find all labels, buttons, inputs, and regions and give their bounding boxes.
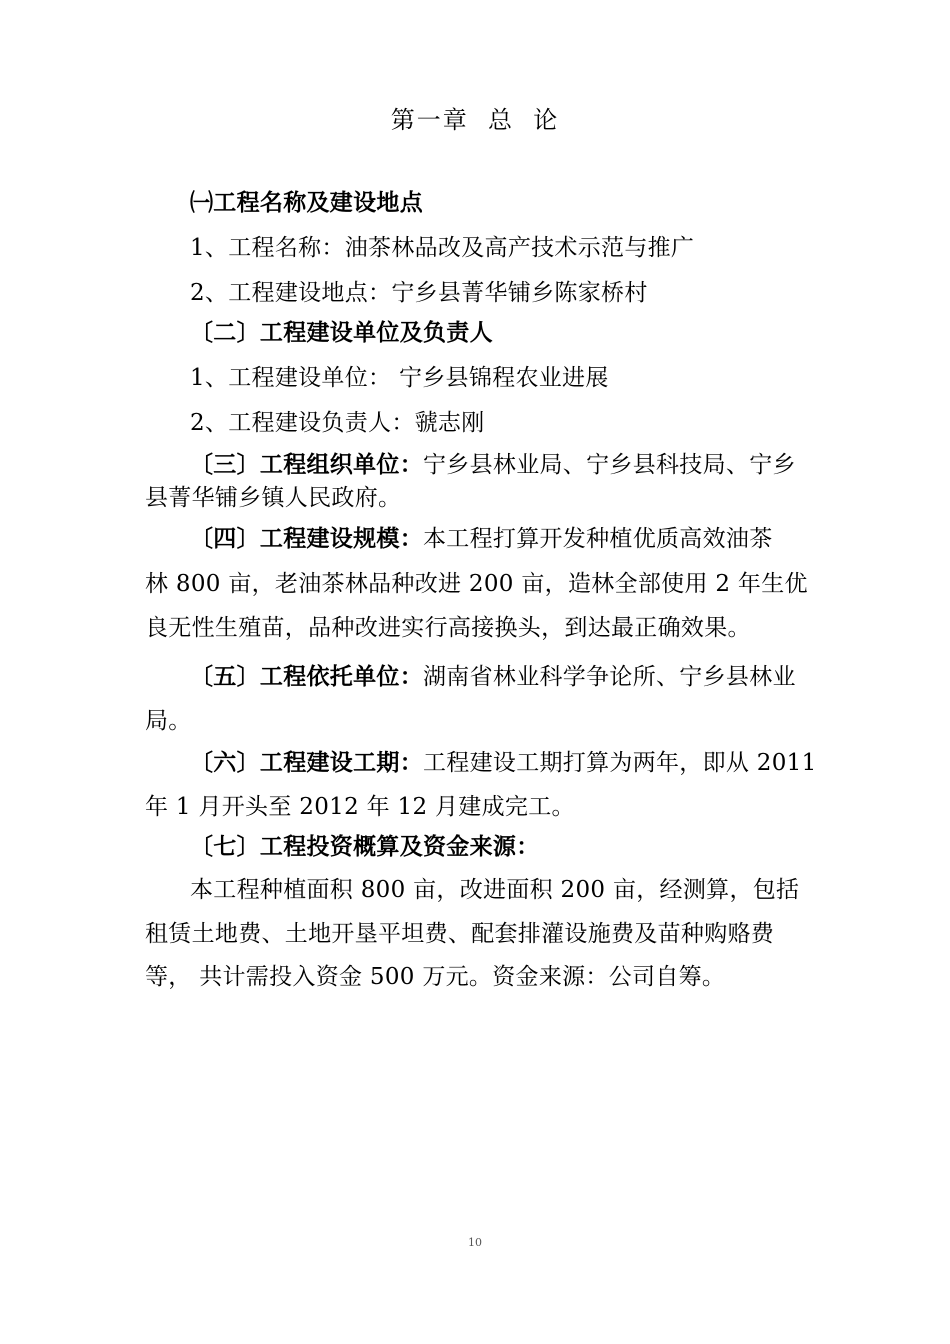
section-6-text-2: 年 1 月开头至 2012 年 12 月建成完工。 — [145, 794, 575, 820]
section-7-heading: 〔七〕工程投资概算及资金来源： — [190, 834, 540, 860]
section-6-line-1 — [190, 748, 820, 778]
section-1-item-1: 1、工程名称：油茶林品改及高产技术示范与推广 — [190, 235, 695, 261]
section-5-heading: 〔五〕工程依托单位： — [190, 664, 423, 690]
section-4-heading: 〔四〕工程建设规模： — [190, 526, 423, 552]
chapter-title: 第一章 总 论 — [390, 106, 560, 134]
section-7-text-1: 本工程种植面积 800 亩，改进面积 200 亩，经测算，包括 — [190, 877, 800, 903]
section-6-text-1: 工程建设工期打算为两年，即从 2011 — [423, 750, 817, 776]
section-4-text-1: 本工程打算开发种植优质高效油茶 — [423, 526, 773, 552]
section-2-heading: 〔二〕工程建设单位及负责人 — [190, 320, 493, 346]
section-3-line-1 — [190, 450, 820, 480]
section-4-text-2: 林 800 亩，老油茶林品种改进 200 亩，造林全部使用 2 年生优 — [145, 571, 808, 597]
section-6-heading: 〔六〕工程建设工期： — [190, 750, 423, 776]
section-1-item-2: 2、工程建设地点：宁乡县菁华铺乡陈家桥村 — [190, 280, 648, 306]
section-2-item-1: 1、工程建设单位： 宁乡县锦程农业进展 — [190, 365, 609, 391]
section-7-text-3: 等， 共计需投入资金 500 万元。资金来源：公司自筹。 — [145, 964, 726, 990]
section-4-text-3: 良无性生殖苗，品种改进实行高接换头，到达最正确效果。 — [145, 615, 751, 641]
page-number: 10 — [468, 1236, 482, 1249]
section-3-text-2: 县菁华铺乡镇人民政府。 — [145, 485, 402, 511]
section-4-line-1 — [190, 524, 820, 554]
section-1-heading: ㈠工程名称及建设地点 — [190, 190, 423, 216]
section-5-text-1: 湖南省林业科学争论所、宁乡县林业 — [423, 664, 796, 690]
section-7-text-2: 租赁土地费、土地开垦平坦费、配套排灌设施费及苗种购赂费 — [145, 921, 775, 947]
section-3-text-1: 宁乡县林业局、宁乡县科技局、宁乡 — [423, 452, 796, 478]
section-3-heading: 〔三〕工程组织单位： — [190, 452, 423, 478]
section-2-item-2: 2、工程建设负责人：虢志刚 — [190, 410, 485, 436]
section-5-text-2: 局。 — [145, 708, 192, 734]
section-5-line-1 — [190, 662, 820, 692]
